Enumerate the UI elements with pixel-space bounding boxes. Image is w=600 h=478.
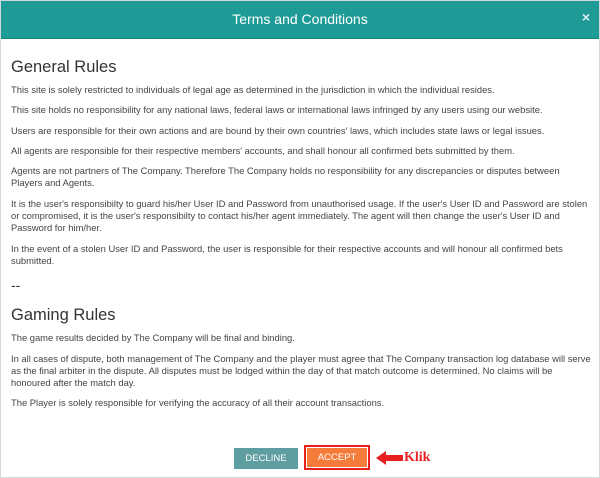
gaming-rule-3: The Player is solely responsible for verifying the accuracy of all their account transactions. <box>11 397 385 409</box>
close-icon[interactable]: × <box>581 9 590 25</box>
general-rule-1: This site is solely restricted to individuals of legal age as determined in the jurisdiction in which the individual resides. <box>11 84 495 95</box>
gaming-rules-heading: Gaming Rules <box>11 306 116 325</box>
dialog-body <box>11 57 593 418</box>
general-rule-6: It is the user's responsibilty to guard his/her User ID and Password from unauthorised usage. If the user's User ID and Password are stolen or compromised, it is the user's responsibilty to contact his/her agent immediately. The agent will then change the user's User ID and Password for him/her. <box>11 197 588 234</box>
general-rule-2: This site holds no responsibility for any national laws, federal laws or international laws infringed by any users using our website. <box>11 104 543 116</box>
general-rule-3: Users are responsible for their own actions and are bound by their own countries' laws, which includes state laws or legal issues. <box>11 124 545 136</box>
dialog-header <box>1 1 599 39</box>
gaming-rule-2: In all cases of dispute, both management of The Company and the player must agree that The Company transaction log database will serve as the final arbiter in the dispute. All disputes must be lodged within the day of that match outcome is determined. No claims will be honoured after the match day. <box>11 352 591 389</box>
arrow-left-icon <box>375 449 405 467</box>
section-separator: -- <box>11 277 21 294</box>
general-rule-7: In the event of a stolen User ID and Password, the user is responsible for their respective accounts and will honour all confirmed bets submitted. <box>11 242 563 266</box>
accept-highlight-box <box>304 445 370 470</box>
dialog-footer <box>1 442 599 478</box>
accept-button[interactable]: ACCEPT <box>307 448 367 467</box>
klik-annotation: Klik <box>404 450 431 465</box>
general-rule-5: Agents are not partners of The Company. Therefore The Company holds no responsibility for any discrepancies or disputes between Players and Agents. <box>11 165 560 189</box>
gaming-rule-1: The game results decided by The Company will be final and binding. <box>11 332 295 344</box>
dialog-title: Terms and Conditions <box>232 11 368 27</box>
general-rule-4: All agents are responsible for their respective members' accounts, and shall honour all confirmed bets submitted by them. <box>11 144 515 156</box>
general-rules-heading: General Rules <box>11 58 117 76</box>
decline-button[interactable]: DECLINE <box>234 448 298 469</box>
